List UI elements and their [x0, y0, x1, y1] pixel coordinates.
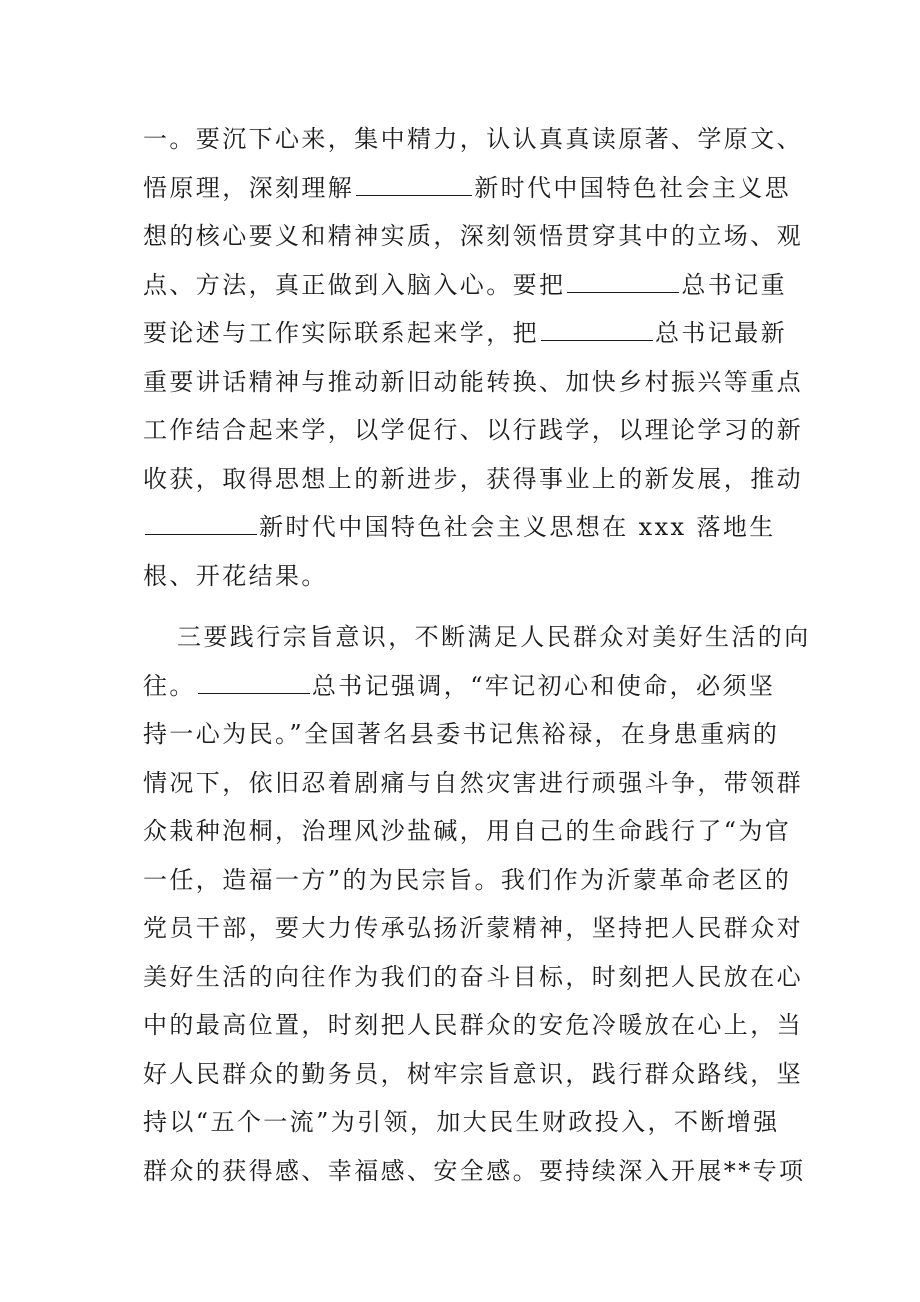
- paragraph-serve-people: [143, 613, 811, 1195]
- text-segment: 总书记最新: [655, 319, 787, 347]
- fill-in-blank: [567, 272, 679, 293]
- text-line: 重要讲话精神与推动新旧动能转换、加快乡村振兴等重点: [143, 367, 803, 396]
- text-line: 群众的获得感、幸福感、安全感。要持续深入开展**专项: [143, 1156, 806, 1185]
- text-line: [143, 309, 787, 358]
- text-line: 党员干部，要大力传承弘扬沂蒙精神，坚持把人民群众对: [143, 914, 803, 942]
- fill-in-blank: [198, 673, 310, 694]
- fill-in-blank: [145, 514, 257, 535]
- text-segment: 往。: [143, 671, 196, 700]
- text-line: 一任，造福一方”的为民宗旨。我们作为沂蒙革命老区的: [143, 865, 792, 894]
- text-segment: 新时代中国特色社会主义思: [474, 173, 792, 202]
- paragraph-study-theory: [143, 115, 803, 600]
- text-line: [143, 261, 788, 310]
- text-segment: 新时代中国特色社会主义思想在 xxx 落地生: [259, 513, 776, 541]
- text-line: 想的核心要义和精神实质，深刻领悟贯穿其中的立场、观: [143, 222, 803, 250]
- text-line: 收获，取得思想上的新进步，获得事业上的新发展，推动: [143, 464, 803, 493]
- text-line: 三要践行宗旨意识，不断满足人民群众对美好生活的向: [177, 623, 811, 651]
- text-line: 根、开花结果。: [143, 561, 328, 590]
- text-line: 持一心为民。”全国著名县委书记焦裕禄，在身患重病的: [143, 720, 780, 748]
- text-line: 中的最高位置，时刻把人民群众的安危冷暖放在心上，当: [143, 1011, 803, 1039]
- text-segment: 悟原理，深刻理解: [143, 173, 355, 202]
- fill-in-blank: [541, 320, 653, 341]
- text-segment: 点、方法，真正做到入脑入心。要把: [143, 270, 566, 299]
- fill-in-blank: [356, 175, 472, 196]
- text-line: 工作结合起来学，以学促行、以行践学，以理论学习的新: [143, 416, 803, 444]
- text-segment: 总书记重: [681, 270, 788, 299]
- text-line: 众栽种泡桐，治理风沙盐碱，用自己的生命践行了“为官: [143, 817, 792, 845]
- text-segment: 总书记强调，“牢记初心和使命，必须坚: [311, 671, 776, 700]
- text-line: 一。要沉下心来，集中精力，认认真真读原著、学原文、: [143, 125, 803, 153]
- text-segment: 要论述与工作实际联系起来学，把: [143, 319, 539, 347]
- text-line: 持以“五个一流”为引领，加大民生财政投入，不断增强: [143, 1108, 780, 1136]
- text-line: 美好生活的向往作为我们的奋斗目标，时刻把人民放在心: [143, 962, 803, 991]
- text-line: [143, 503, 783, 552]
- text-line: [143, 164, 792, 213]
- text-line: 情况下，依旧忍着剧痛与自然灾害进行顽强斗争，带领群: [143, 768, 803, 797]
- text-line: [143, 662, 783, 711]
- text-line: 好人民群众的勤务员，树牢宗旨意识，践行群众路线，坚: [143, 1059, 803, 1088]
